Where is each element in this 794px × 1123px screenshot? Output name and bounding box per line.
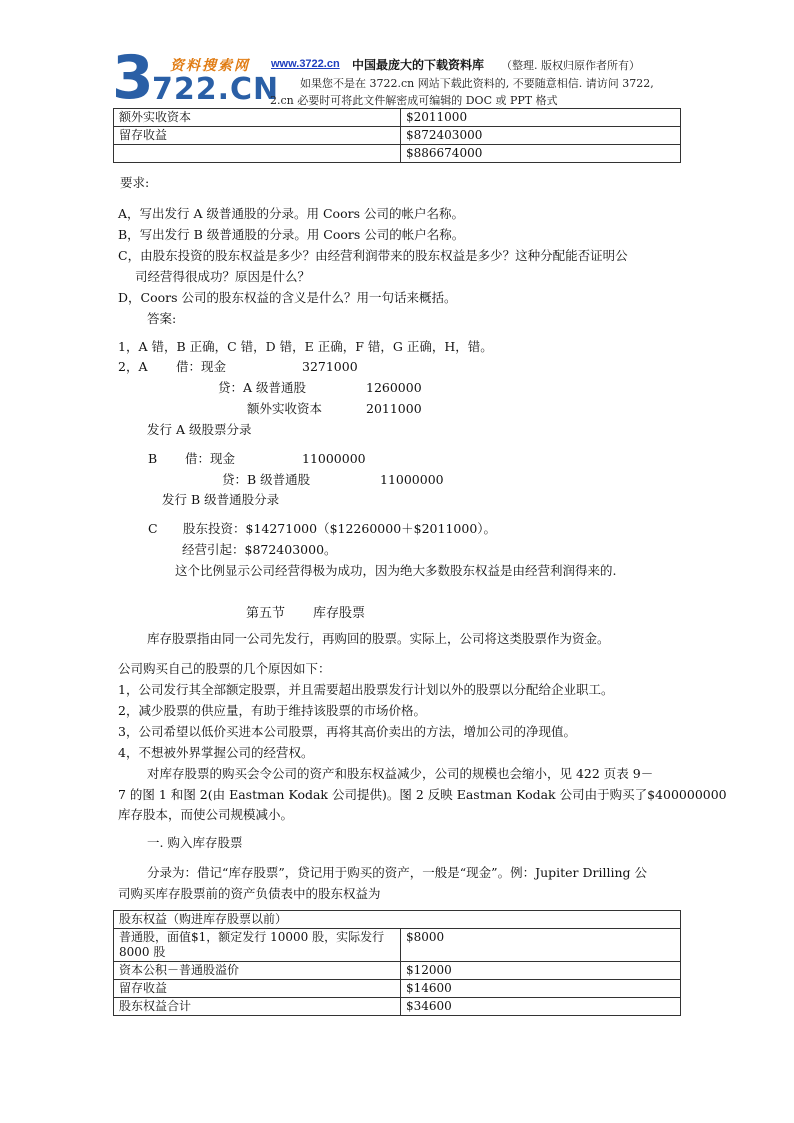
entry-amount: 3271000 — [302, 359, 358, 374]
entry-amount: 1260000 — [366, 380, 422, 395]
table-row — [114, 109, 681, 127]
equity-table-bottom — [113, 910, 681, 1016]
equity-table-top — [113, 108, 681, 163]
header-url-link[interactable]: www.3722.cn — [271, 58, 340, 70]
section-intro: 库存股票指由同一公司先发行，再购回的股票。实际上，公司将这类股票作为资金。 — [147, 631, 610, 646]
requirement-item: C，由股东投资的股东权益是多少？由经营利润带来的股东权益是多少？这种分配能否证明公 — [118, 248, 628, 263]
subsection-heading: 一. 购入库存股票 — [147, 835, 243, 850]
requirement-item: B，写出发行 B 级普通股的分录。用 Coors 公司的帐户名称。 — [118, 227, 465, 242]
entry-credit: 额外实收资本 — [247, 401, 323, 416]
requirement-item: 司经营得很成功？原因是什么？ — [135, 269, 311, 284]
table-header-cell: 股东权益（购进库存股票以前） — [114, 911, 681, 929]
reason-item: 2，减少股票的供应量，有助于维持该股票的市场价格。 — [118, 703, 426, 718]
table-cell-label: 留存收益 — [114, 127, 401, 145]
table-row — [114, 998, 681, 1016]
requirement-item: A，写出发行 A 级普通股的分录。用 Coors 公司的帐户名称。 — [118, 206, 464, 221]
table-row — [114, 127, 681, 145]
section-title: 库存股票 — [313, 606, 366, 621]
table-cell-value: $14600 — [401, 980, 681, 998]
requirements-heading: 要求: — [120, 175, 150, 190]
table-header-row — [114, 911, 681, 929]
answer-c-line: 股东投资：$14271000（$12260000＋$2011000）。 — [183, 521, 497, 536]
table-cell-value: $2011000 — [401, 109, 681, 127]
header-notice-line: 如果您不是在 3722.cn 网站下载此资料的, 不要随意相信. 请访问 3722, — [300, 77, 654, 90]
entry-label: 2，A — [118, 359, 148, 374]
table-cell-label: 普通股，面值$1，额定发行 10000 股，实际发行 8000 股 — [114, 929, 401, 962]
entry-label: B — [148, 451, 158, 466]
table-row — [114, 962, 681, 980]
reason-item: 1，公司发行其全部额定股票，并且需要超出股票发行计划以外的股票以分配给企业职工。 — [118, 682, 614, 697]
entry-amount: 2011000 — [366, 401, 422, 416]
reason-item: 4，不想被外界掌握公司的经营权。 — [118, 745, 314, 760]
answer-label: 答案: — [147, 311, 177, 326]
reasons-heading: 公司购买自己的股票的几个原因如下： — [118, 661, 331, 676]
entry-credit: 贷：A 级普通股 — [218, 380, 307, 395]
logo-number: 722.CN — [152, 72, 280, 107]
answer-c-line: 经营引起：$872403000。 — [182, 542, 337, 557]
entry-amount: 11000000 — [380, 472, 444, 487]
entry-debit: 借：现金 — [185, 451, 236, 466]
requirement-item: D，Coors 公司的股东权益的含义是什么？用一句话来概括。 — [118, 290, 457, 305]
header-note: （整理. 版权归原作者所有） — [501, 59, 640, 72]
paragraph-line: 7 的图 1 和图 2(由 Eastman Kodak 公司提供)。图 2 反映 Eastman Kodak 公司由于购买了$400000000 — [118, 787, 727, 802]
table-cell-label: 留存收益 — [114, 980, 401, 998]
entry-label: C — [148, 521, 158, 536]
header-notice-line: 2.cn 必要时可将此文件解密成可编辑的 DOC 或 PPT 格式 — [270, 94, 558, 107]
section-number: 第五节 — [246, 606, 286, 621]
entry-note: 发行 A 级股票分录 — [147, 422, 252, 437]
answer-c-line: 这个比例显示公司经营得极为成功，因为绝大多数股东权益是由经营利润得来的. — [175, 563, 617, 578]
paragraph-line: 库存股本，而使公司规模减小。 — [118, 807, 294, 822]
reason-item: 3，公司希望以低价买进本公司股票，再将其高价卖出的方法，增加公司的净现值。 — [118, 724, 576, 739]
entry-debit: 借：现金 — [176, 359, 227, 374]
table-cell-value: $872403000 — [401, 127, 681, 145]
paragraph-line: 司购买库存股票前的资产负债表中的股东权益为 — [118, 886, 381, 901]
entry-amount: 11000000 — [302, 451, 366, 466]
table-cell-label: 资本公积－普通股溢价 — [114, 962, 401, 980]
entry-credit: 贷：B 级普通股 — [222, 472, 311, 487]
table-cell-label — [114, 145, 401, 163]
paragraph-line: 对库存股票的购买会令公司的资产和股东权益减少，公司的规模也会缩小，见 422 页表 9－ — [147, 766, 654, 781]
table-cell-label: 额外实收资本 — [114, 109, 401, 127]
logo-tagline: 资料搜索网 — [170, 58, 250, 74]
answer-line: 1，A 错，B 正确，C 错，D 错，E 正确，F 错，G 正确，H，错。 — [118, 339, 493, 354]
entry-note: 发行 B 级普通股分录 — [162, 492, 280, 507]
table-row — [114, 929, 681, 962]
table-cell-value: $12000 — [401, 962, 681, 980]
table-cell-value: $886674000 — [401, 145, 681, 163]
table-cell-value: $8000 — [401, 929, 681, 962]
table-cell-value: $34600 — [401, 998, 681, 1016]
table-row — [114, 980, 681, 998]
site-logo: 3 — [112, 43, 152, 113]
header-title: 中国最庞大的下载资料库 — [352, 58, 485, 72]
paragraph-line: 分录为：借记“库存股票”，贷记用于购买的资产，一般是“现金”。例：Jupiter Drilling 公 — [147, 865, 648, 880]
table-cell-label: 股东权益合计 — [114, 998, 401, 1016]
table-row — [114, 145, 681, 163]
